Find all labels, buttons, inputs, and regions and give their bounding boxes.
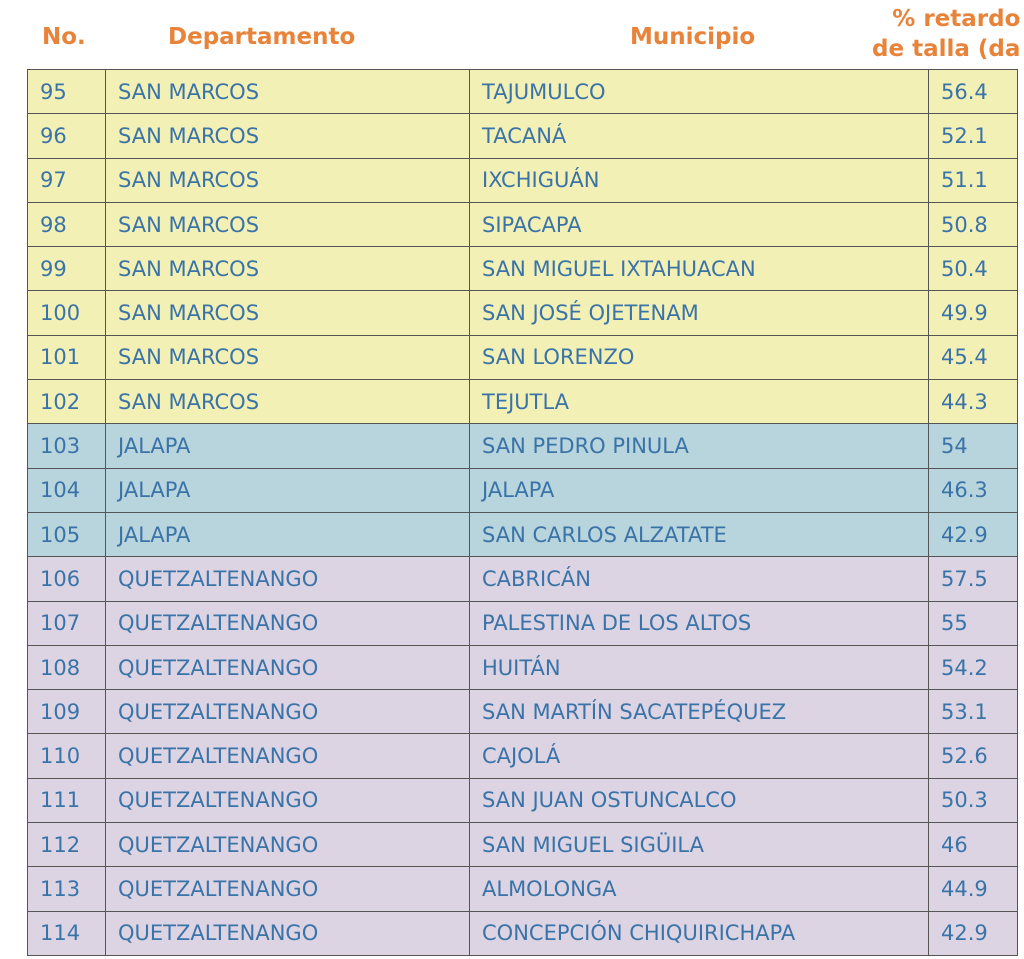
table-row bbox=[28, 424, 1018, 468]
table-row bbox=[28, 646, 1018, 690]
table-row bbox=[28, 823, 1018, 867]
cell-municipio: HUITÁN bbox=[470, 646, 929, 690]
cell-municipio: TAJUMULCO bbox=[470, 70, 929, 114]
cell-no: 102 bbox=[28, 380, 106, 424]
table-row bbox=[28, 70, 1018, 114]
cell-departamento: SAN MARCOS bbox=[106, 336, 470, 380]
table-row bbox=[28, 159, 1018, 203]
header-municipio: Municipio bbox=[630, 24, 756, 50]
cell-pct: 44.9 bbox=[929, 867, 1018, 911]
table-row bbox=[28, 336, 1018, 380]
cell-departamento: QUETZALTENANGO bbox=[106, 867, 470, 911]
cell-departamento: QUETZALTENANGO bbox=[106, 602, 470, 646]
cell-no: 96 bbox=[28, 114, 106, 158]
cell-pct: 51.1 bbox=[929, 159, 1018, 203]
cell-municipio: SAN JUAN OSTUNCALCO bbox=[470, 779, 929, 823]
cell-departamento: SAN MARCOS bbox=[106, 159, 470, 203]
cell-municipio: TEJUTLA bbox=[470, 380, 929, 424]
header-pct-retardo bbox=[872, 4, 1020, 64]
cell-no: 100 bbox=[28, 291, 106, 335]
table-row bbox=[28, 291, 1018, 335]
header-pct-line1: % retardo bbox=[892, 6, 1021, 32]
cell-pct: 57.5 bbox=[929, 557, 1018, 601]
table-row bbox=[28, 203, 1018, 247]
cell-no: 104 bbox=[28, 469, 106, 513]
cell-municipio: SAN JOSÉ OJETENAM bbox=[470, 291, 929, 335]
header-no: No. bbox=[42, 24, 86, 50]
cell-municipio: IXCHIGUÁN bbox=[470, 159, 929, 203]
table-row bbox=[28, 114, 1018, 158]
cell-municipio: TACANÁ bbox=[470, 114, 929, 158]
cell-municipio: JALAPA bbox=[470, 469, 929, 513]
cell-pct: 46.3 bbox=[929, 469, 1018, 513]
cell-no: 95 bbox=[28, 70, 106, 114]
cell-departamento: SAN MARCOS bbox=[106, 380, 470, 424]
cell-no: 110 bbox=[28, 734, 106, 778]
cell-departamento: SAN MARCOS bbox=[106, 291, 470, 335]
cell-departamento: QUETZALTENANGO bbox=[106, 779, 470, 823]
cell-pct: 42.9 bbox=[929, 912, 1018, 956]
cell-departamento: QUETZALTENANGO bbox=[106, 690, 470, 734]
table-row bbox=[28, 602, 1018, 646]
cell-departamento: QUETZALTENANGO bbox=[106, 912, 470, 956]
cell-pct: 56.4 bbox=[929, 70, 1018, 114]
cell-no: 111 bbox=[28, 779, 106, 823]
cell-pct: 55 bbox=[929, 602, 1018, 646]
cell-pct: 52.1 bbox=[929, 114, 1018, 158]
cell-municipio: SAN CARLOS ALZATATE bbox=[470, 513, 929, 557]
table-row bbox=[28, 513, 1018, 557]
cell-pct: 52.6 bbox=[929, 734, 1018, 778]
cell-no: 112 bbox=[28, 823, 106, 867]
cell-municipio: CAJOLÁ bbox=[470, 734, 929, 778]
cell-no: 103 bbox=[28, 424, 106, 468]
data-table bbox=[27, 69, 1018, 956]
table-row bbox=[28, 690, 1018, 734]
cell-pct: 46 bbox=[929, 823, 1018, 867]
cell-departamento: JALAPA bbox=[106, 424, 470, 468]
cell-no: 101 bbox=[28, 336, 106, 380]
table-row bbox=[28, 469, 1018, 513]
cell-municipio: SAN PEDRO PINULA bbox=[470, 424, 929, 468]
cell-no: 106 bbox=[28, 557, 106, 601]
cell-no: 114 bbox=[28, 912, 106, 956]
cell-departamento: SAN MARCOS bbox=[106, 70, 470, 114]
cell-pct: 53.1 bbox=[929, 690, 1018, 734]
cell-pct: 42.9 bbox=[929, 513, 1018, 557]
cell-municipio: SAN MARTÍN SACATEPÉQUEZ bbox=[470, 690, 929, 734]
cell-pct: 50.3 bbox=[929, 779, 1018, 823]
cell-departamento: SAN MARCOS bbox=[106, 114, 470, 158]
cell-pct: 45.4 bbox=[929, 336, 1018, 380]
cell-departamento: JALAPA bbox=[106, 469, 470, 513]
table-row bbox=[28, 912, 1018, 956]
cell-departamento: QUETZALTENANGO bbox=[106, 823, 470, 867]
cell-municipio: PALESTINA DE LOS ALTOS bbox=[470, 602, 929, 646]
table-row bbox=[28, 867, 1018, 911]
cell-municipio: ALMOLONGA bbox=[470, 867, 929, 911]
cell-no: 108 bbox=[28, 646, 106, 690]
table-row bbox=[28, 247, 1018, 291]
header-pct-line2: de talla (da bbox=[872, 36, 1021, 62]
table-row bbox=[28, 734, 1018, 778]
cell-pct: 50.8 bbox=[929, 203, 1018, 247]
table-row bbox=[28, 380, 1018, 424]
cell-departamento: QUETZALTENANGO bbox=[106, 734, 470, 778]
cell-pct: 54.2 bbox=[929, 646, 1018, 690]
cell-departamento: QUETZALTENANGO bbox=[106, 557, 470, 601]
table-row bbox=[28, 779, 1018, 823]
header-departamento: Departamento bbox=[168, 24, 356, 50]
cell-municipio: CONCEPCIÓN CHIQUIRICHAPA bbox=[470, 912, 929, 956]
cell-departamento: QUETZALTENANGO bbox=[106, 646, 470, 690]
cell-departamento: JALAPA bbox=[106, 513, 470, 557]
cell-no: 98 bbox=[28, 203, 106, 247]
cell-no: 99 bbox=[28, 247, 106, 291]
cell-pct: 54 bbox=[929, 424, 1018, 468]
cell-pct: 50.4 bbox=[929, 247, 1018, 291]
cell-municipio: SIPACAPA bbox=[470, 203, 929, 247]
cell-pct: 49.9 bbox=[929, 291, 1018, 335]
table-row bbox=[28, 557, 1018, 601]
cell-no: 107 bbox=[28, 602, 106, 646]
cell-pct: 44.3 bbox=[929, 380, 1018, 424]
cell-no: 109 bbox=[28, 690, 106, 734]
cell-no: 105 bbox=[28, 513, 106, 557]
cell-departamento: SAN MARCOS bbox=[106, 203, 470, 247]
cell-departamento: SAN MARCOS bbox=[106, 247, 470, 291]
cell-no: 97 bbox=[28, 159, 106, 203]
cell-no: 113 bbox=[28, 867, 106, 911]
cell-municipio: SAN MIGUEL IXTAHUACAN bbox=[470, 247, 929, 291]
cell-municipio: SAN LORENZO bbox=[470, 336, 929, 380]
cell-municipio: SAN MIGUEL SIGÜILA bbox=[470, 823, 929, 867]
cell-municipio: CABRICÁN bbox=[470, 557, 929, 601]
